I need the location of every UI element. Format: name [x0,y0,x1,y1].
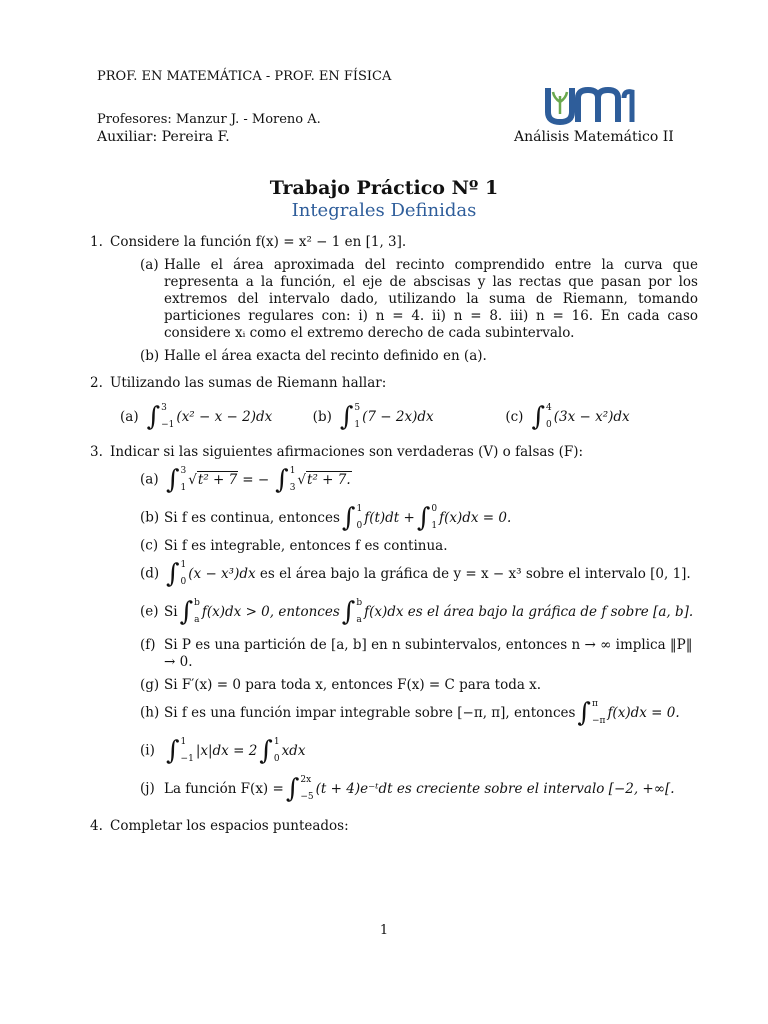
item-label: (a) [140,471,159,488]
lower-limit: −1 [161,420,175,430]
upper-limit: 1 [180,737,187,747]
lower-limit: 1 [354,420,361,430]
upper-limit: 1 [180,560,187,570]
item-text: La función F(x) = [164,780,284,797]
upper-limit: 2x [300,775,312,785]
item-text: Si F′(x) = 0 para toda x, entonces F(x) = C para toda x. [164,677,542,693]
item-label: (d) [140,565,160,582]
item-label: (a) [120,408,139,425]
question-3c [110,537,698,555]
item-label: (e) [140,603,159,620]
item-text: Si f es una función impar integrable sobre [−π, π], entonces [164,704,576,721]
item-label: (h) [140,704,160,721]
lower-limit: 0 [546,420,552,430]
question-2b [313,400,506,434]
question-3f [110,637,698,671]
page-subtitle: Integrales Definidas [291,200,477,221]
integrand: f(x)dx > 0, entonces [201,603,340,620]
item-label: (g) [140,677,160,693]
question-3 [90,444,698,808]
item-label: (i) [140,742,155,759]
question-2 [90,375,698,434]
item-label: (j) [140,780,155,797]
question-number: 3. [90,444,103,460]
integrand: xdx [281,742,306,759]
question-4 [90,818,698,835]
lower-limit: 0 [273,754,280,764]
integrand: f(x)dx es el área bajo la gráfica de f sobre [a, b]. [364,603,694,620]
radicand: t² + 7 [197,472,238,488]
question-1b [110,348,698,365]
auxiliar-line: Auxiliar: Pereira F. [97,129,230,145]
integral-row [110,400,698,434]
question-number: 4. [90,818,103,834]
lower-limit: −1 [180,754,194,764]
question-text: Utilizando las sumas de Riemann hallar: [110,375,387,391]
lower-limit: 1 [180,483,187,493]
university-logo [544,84,638,126]
integrand: f(x)dx = 0. [607,704,680,721]
page-number: 1 [379,923,389,938]
question-number: 1. [90,234,103,250]
lower-limit: 0 [180,577,187,587]
integrand: f(x)dx = 0. [439,509,512,526]
item-text: Si [164,603,178,620]
item-label: (a) [140,257,159,273]
upper-limit: 4 [546,403,552,413]
question-3b: (b) Si f es continua, entonces ∫ 1 0 f(t)dt + ∫ 0 1 f(x)dx = 0. [140,503,512,533]
upper-limit: 3 [180,466,187,476]
item-text: es el área bajo la gráfica de y = x − x³ sobre el intervalo [0, 1]. [259,565,691,582]
equals-sign: = − [242,471,270,488]
question-3d: (d) ∫ 1 0 (x − x³)dx es el área bajo la gráfica de y = x − x³ sobre el intervalo [0, 1]. [140,559,691,589]
item-label: (b) [140,509,160,526]
question-1a [110,257,698,342]
course-name: Análisis Matemático II [514,129,674,145]
upper-limit: 1 [273,737,280,747]
question-text: Indicar si las siguientes afirmaciones son verdaderas (V) o falsas (F): [110,444,584,460]
integrand: (3x − x²)dx [553,408,630,425]
radicand: t² + 7. [307,472,351,488]
question-3h: (h) Si f es una función impar integrable sobre [−π, π], entonces ∫ π −π f(x)dx = 0. [140,698,680,728]
lower-limit: 3 [289,483,296,493]
integrand: (x² − x − 2)dx [176,408,273,425]
item-label: (b) [140,348,160,364]
upper-limit: 3 [161,403,167,413]
integrand: (7 − 2x)dx [362,408,434,425]
lower-limit: −5 [300,792,314,802]
integral: ∫ 4 0 [531,402,552,432]
lower-limit: a [356,615,362,625]
integrand: (t + 4)e⁻ᵗdt es creciente sobre el intervalo [−2, +∞[. [315,780,675,797]
lower-limit: −π [591,716,606,726]
item-label: (c) [505,408,524,425]
question-3g [110,677,698,694]
question-3i: (i) ∫ 1 −1 |x|dx = 2 ∫ 1 0 xdx [140,736,306,766]
integral: ∫ 5 1 [339,402,361,432]
item-text: Halle el área aproximada del recinto comprendido entre la curva que representa a la función, el eje de abscisas y las rectas que pasan por los extremos del intervalo dado, utilizando la suma de Riemann, tomando particiones regulares con: i) n = 4. ii) n = 8. iii) n = 16. En cada caso considere xᵢ como el extremo derecho de cada subintervalo. [164,257,698,341]
integrand: f(t)dt + [364,509,415,526]
header-line: PROF. EN MATEMÁTICA - PROF. EN FÍSICA [97,69,392,84]
question-text: Completar los espacios punteados: [110,818,349,834]
item-label: (f) [140,637,156,653]
integral: ∫ 3 −1 [146,402,175,432]
question-number: 2. [90,375,103,391]
upper-limit: 5 [354,403,361,413]
lower-limit: a [194,615,200,625]
profesores-line: Profesores: Manzur J. - Moreno A. [97,112,321,127]
lower-limit: 0 [356,521,363,531]
item-text: Si P es una partición de [a, b] en n subintervalos, entonces n → ∞ implica ‖P‖ → 0. [164,637,693,670]
question-3a: (a) ∫ 3 1 √ t² + 7 = − ∫ 1 3 √ t² + 7. [140,465,351,495]
upper-limit: π [591,699,598,709]
upper-limit: b [194,598,200,608]
question-3j: (j) La función F(x) = ∫ 2x −5 (t + 4)e⁻ᵗdt es creciente sobre el intervalo [−2, +∞[. [140,774,675,804]
upper-limit: 1 [289,466,296,476]
integrand: (x − x³)dx [188,565,256,582]
lower-limit: 1 [431,521,438,531]
question-2c [505,400,698,434]
question-2a [120,400,313,434]
upper-limit: 0 [431,504,438,514]
item-label: (c) [140,537,159,554]
question-text: Considere la función f(x) = x² − 1 en [1, 3]. [110,234,407,250]
exercise-list [90,234,698,845]
question-1 [90,234,698,365]
integrand: |x|dx = 2 [195,742,258,759]
question-3e: (e) Si ∫ b a f(x)dx > 0, entonces ∫ b a f(x)dx es el área bajo la gráfica de f sobre [a, b]. [140,597,694,627]
item-text: Si f es continua, entonces [164,509,340,526]
upper-limit: b [356,598,363,608]
page-title: Trabajo Práctico Nº 1 [269,177,499,199]
item-text: Si f es integrable, entonces f es continua. [164,537,448,554]
upper-limit: 1 [356,504,363,514]
item-label: (b) [312,408,332,425]
item-text: Halle el área exacta del recinto definido en (a). [164,348,487,364]
